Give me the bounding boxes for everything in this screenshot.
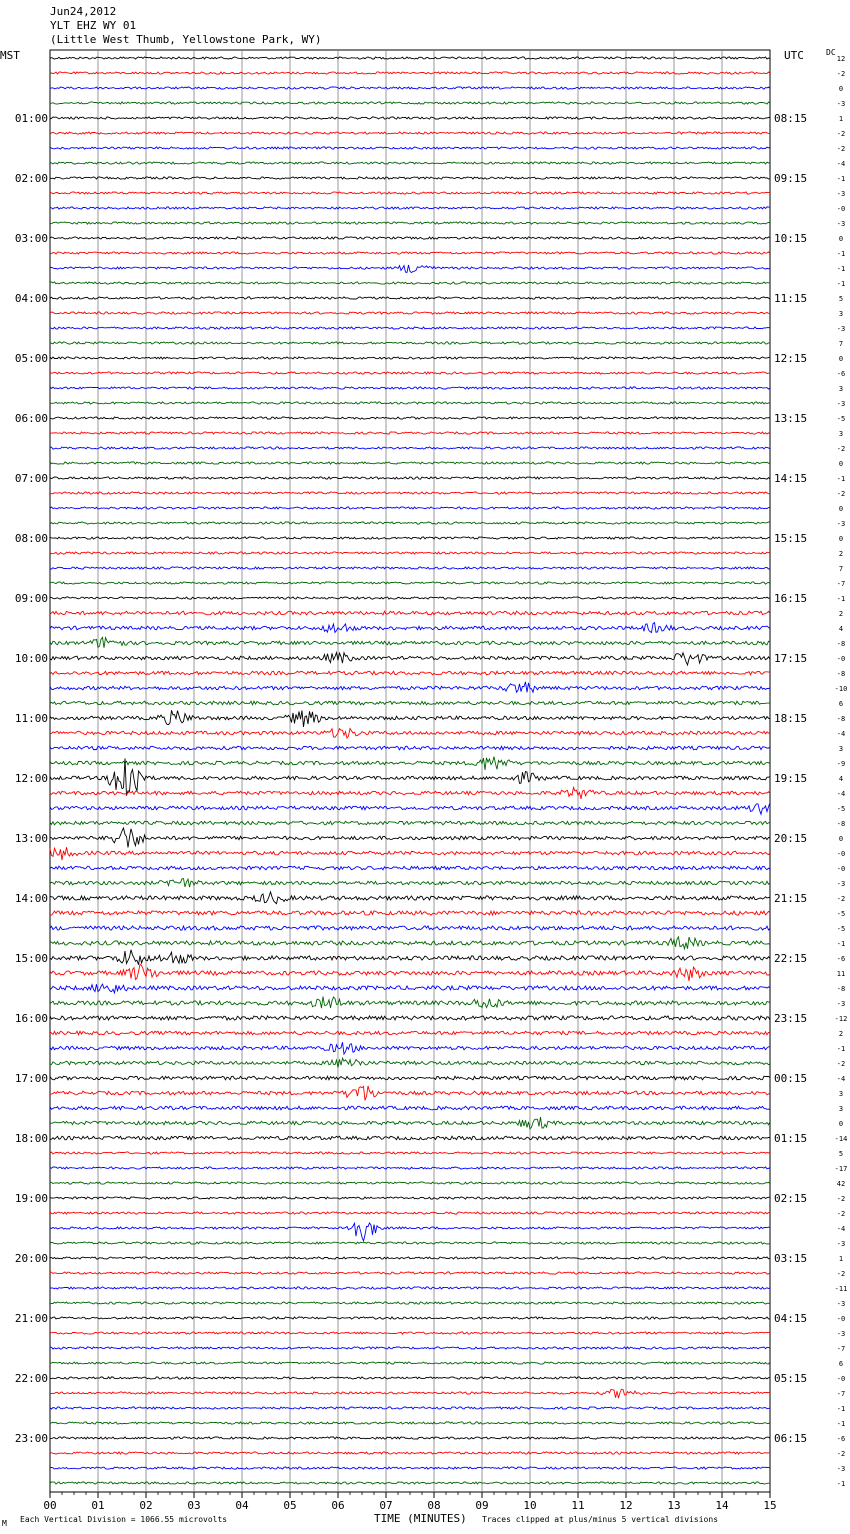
utc-hour-label: 10:15 xyxy=(774,232,808,245)
dc-offset-label: -5 xyxy=(836,910,846,918)
mst-label: MST xyxy=(0,49,20,62)
utc-hour-label: 15:15 xyxy=(774,532,808,545)
dc-offset-label: 1 xyxy=(838,1255,844,1263)
utc-hour-label: 11:15 xyxy=(774,292,808,305)
mst-hour-label: 13:00 xyxy=(14,832,48,845)
corner-mark: M xyxy=(2,1519,7,1528)
trace-row xyxy=(50,701,770,705)
dc-label: DC xyxy=(826,48,836,57)
dc-offset-label: 42 xyxy=(836,1180,846,1188)
x-tick-label: 09 xyxy=(475,1499,489,1512)
trace-row xyxy=(50,847,770,860)
dc-offset-label: -2 xyxy=(836,445,846,453)
dc-offset-label: -3 xyxy=(836,100,846,108)
trace-row xyxy=(50,1317,770,1319)
trace-row xyxy=(50,297,770,299)
trace-row xyxy=(50,682,770,693)
plot-frame xyxy=(50,50,770,1492)
trace-row xyxy=(50,879,770,888)
trace-row xyxy=(50,265,770,273)
traces xyxy=(50,57,770,1484)
x-tick-label: 02 xyxy=(139,1499,153,1512)
trace-row xyxy=(50,611,770,615)
x-tick-label: 11 xyxy=(571,1499,585,1512)
dc-offset-label: 2 xyxy=(838,550,844,558)
trace-row xyxy=(50,1302,770,1304)
trace-row xyxy=(50,567,770,569)
dc-offset-label: -9 xyxy=(836,760,846,768)
dc-offset-label: -2 xyxy=(836,1450,846,1458)
trace-row xyxy=(50,102,770,104)
dc-offset-label: 0 xyxy=(838,835,844,843)
dc-offset-label: -0 xyxy=(836,205,846,213)
dc-offset-label: -0 xyxy=(836,850,846,858)
utc-hour-label: 04:15 xyxy=(774,1312,808,1325)
mst-hour-label: 21:00 xyxy=(14,1312,48,1325)
x-tick-label: 13 xyxy=(667,1499,681,1512)
dc-offset-label: 0 xyxy=(838,1120,844,1128)
trace-row xyxy=(50,710,770,727)
dc-offset-label: -4 xyxy=(836,730,846,738)
trace-row xyxy=(50,447,770,449)
grid xyxy=(50,50,770,1492)
trace-row xyxy=(50,937,770,949)
trace-row xyxy=(50,222,770,224)
utc-hour-label: 23:15 xyxy=(774,1012,808,1025)
dc-offset-label: -0 xyxy=(836,865,846,873)
trace-row xyxy=(50,57,770,59)
dc-offset-label: -3 xyxy=(836,220,846,228)
dc-offset-label: 7 xyxy=(838,340,844,348)
trace-row xyxy=(50,192,770,194)
x-axis-label: TIME (MINUTES) xyxy=(374,1512,467,1525)
dc-offset-label: -4 xyxy=(836,790,846,798)
utc-hour-label: 21:15 xyxy=(774,892,808,905)
dc-offset-label: 4 xyxy=(838,625,844,633)
mst-hour-label: 19:00 xyxy=(14,1192,48,1205)
trace-row xyxy=(50,1437,770,1439)
trace-row xyxy=(50,357,770,359)
trace-row xyxy=(50,1182,770,1184)
trace-row xyxy=(50,1031,770,1035)
trace-row xyxy=(50,462,770,464)
mst-hour-label: 07:00 xyxy=(14,472,48,485)
trace-row xyxy=(50,1242,770,1244)
trace-row xyxy=(50,207,770,209)
x-tick-label: 14 xyxy=(715,1499,729,1512)
mst-hour-label: 20:00 xyxy=(14,1252,48,1265)
dc-offset-label: -3 xyxy=(836,880,846,888)
trace-row xyxy=(50,729,770,739)
trace-row xyxy=(50,597,770,599)
trace-row xyxy=(50,1106,770,1110)
trace-row xyxy=(50,997,770,1009)
dc-offset-label: 3 xyxy=(838,385,844,393)
trace-row xyxy=(50,417,770,419)
dc-offset-label: 5 xyxy=(838,1150,844,1158)
dc-offset-label: -10 xyxy=(834,685,848,693)
dc-offset-label: -2 xyxy=(836,490,846,498)
trace-row xyxy=(50,1257,770,1259)
mst-hour-label: 14:00 xyxy=(14,892,48,905)
dc-offset-label: -2 xyxy=(836,70,846,78)
trace-row xyxy=(50,312,770,314)
utc-hour-label: 18:15 xyxy=(774,712,808,725)
dc-offset-label: 7 xyxy=(838,565,844,573)
mst-hour-label: 18:00 xyxy=(14,1132,48,1145)
mst-hour-label: 06:00 xyxy=(14,412,48,425)
dc-offset-label: 11 xyxy=(836,970,846,978)
dc-offset-label: 0 xyxy=(838,355,844,363)
dc-offset-label: -11 xyxy=(834,1285,848,1293)
dc-offset-label: -2 xyxy=(836,1195,846,1203)
trace-row xyxy=(50,1016,770,1020)
trace-row xyxy=(50,1389,770,1398)
dc-offset-label: -0 xyxy=(836,1375,846,1383)
dc-offset-label: -3 xyxy=(836,1330,846,1338)
x-tick-label: 06 xyxy=(331,1499,345,1512)
dc-offset-label: -6 xyxy=(836,955,846,963)
dc-offset-label: 0 xyxy=(838,460,844,468)
trace-row xyxy=(50,653,770,666)
trace-row xyxy=(50,787,770,799)
chart-location: (Little West Thumb, Yellowstone Park, WY) xyxy=(50,33,322,46)
trace-row xyxy=(50,926,770,930)
x-tick-label: 00 xyxy=(43,1499,57,1512)
dc-offset-label: -2 xyxy=(836,130,846,138)
dc-offset-label: 6 xyxy=(838,700,844,708)
trace-row xyxy=(50,342,770,344)
trace-row xyxy=(50,177,770,179)
trace-row xyxy=(50,757,770,770)
mst-hour-label: 12:00 xyxy=(14,772,48,785)
dc-offset-label: -8 xyxy=(836,985,846,993)
trace-row xyxy=(50,1086,770,1100)
dc-offset-label: -0 xyxy=(836,655,846,663)
trace-row xyxy=(50,237,770,239)
utc-hour-label: 03:15 xyxy=(774,1252,808,1265)
trace-row xyxy=(50,1422,770,1424)
trace-row xyxy=(50,1377,770,1379)
trace-row xyxy=(50,552,770,554)
chart-date: Jun24,2012 xyxy=(50,5,117,18)
trace-row xyxy=(50,117,770,119)
trace-row xyxy=(50,950,770,965)
dc-offset-label: 3 xyxy=(838,745,844,753)
utc-hour-label: 19:15 xyxy=(774,772,808,785)
mst-hour-label: 04:00 xyxy=(14,292,48,305)
mst-hour-label: 15:00 xyxy=(14,952,48,965)
dc-offset-label: -8 xyxy=(836,670,846,678)
dc-offset-label: -5 xyxy=(836,925,846,933)
dc-offset-label: -3 xyxy=(836,325,846,333)
trace-row xyxy=(50,402,770,404)
dc-offset-label: -3 xyxy=(836,520,846,528)
trace-row xyxy=(50,1332,770,1334)
dc-offset-label: 5 xyxy=(838,295,844,303)
dc-offset-label: 12 xyxy=(836,55,846,63)
chart-station: YLT EHZ WY 01 xyxy=(50,19,137,32)
clip-note: Traces clipped at plus/minus 5 vertical divisions xyxy=(482,1515,719,1524)
dc-offset-label: -1 xyxy=(836,595,846,603)
trace-row xyxy=(50,671,770,675)
trace-row xyxy=(50,1117,770,1129)
trace-row xyxy=(50,162,770,164)
trace-row xyxy=(50,477,770,479)
dc-offset-label: -8 xyxy=(836,715,846,723)
dc-offset-label: -1 xyxy=(836,1405,846,1413)
dc-offset-label: -3 xyxy=(836,1240,846,1248)
utc-hour-label: 20:15 xyxy=(774,832,808,845)
dc-offset-label: -6 xyxy=(836,1435,846,1443)
trace-row xyxy=(50,252,770,254)
dc-offset-label: -12 xyxy=(834,1015,848,1023)
dc-offset-label: 3 xyxy=(838,1105,844,1113)
trace-row xyxy=(50,1407,770,1409)
mst-hour-label: 16:00 xyxy=(14,1012,48,1025)
dc-offset-label: 2 xyxy=(838,1030,844,1038)
trace-row xyxy=(50,892,770,904)
trace-row xyxy=(50,821,770,825)
trace-row xyxy=(50,1362,770,1364)
trace-row xyxy=(50,803,770,815)
utc-hour-label: 16:15 xyxy=(774,592,808,605)
dc-offset-label: -17 xyxy=(834,1165,848,1173)
dc-offset-label: -3 xyxy=(836,1000,846,1008)
dc-offset-label: -1 xyxy=(836,1420,846,1428)
utc-hour-label: 05:15 xyxy=(774,1372,808,1385)
dc-offset-label: -8 xyxy=(836,820,846,828)
utc-hour-label: 12:15 xyxy=(774,352,808,365)
dc-offset-label: 0 xyxy=(838,535,844,543)
trace-row xyxy=(50,522,770,524)
trace-row xyxy=(50,1223,770,1241)
trace-row xyxy=(50,387,770,389)
trace-row xyxy=(50,1058,770,1068)
trace-row xyxy=(50,911,770,915)
x-tick-label: 15 xyxy=(763,1499,777,1512)
dc-offset-label: -3 xyxy=(836,400,846,408)
mst-hour-label: 05:00 xyxy=(14,352,48,365)
utc-hour-label: 01:15 xyxy=(774,1132,808,1145)
trace-row xyxy=(50,623,770,633)
x-tick-label: 03 xyxy=(187,1499,201,1512)
mst-hour-label: 03:00 xyxy=(14,232,48,245)
mst-hour-label: 02:00 xyxy=(14,172,48,185)
trace-row xyxy=(50,1167,770,1169)
trace-row xyxy=(50,984,770,993)
utc-hour-label: 14:15 xyxy=(774,472,808,485)
trace-row xyxy=(50,492,770,494)
mst-hour-label: 17:00 xyxy=(14,1072,48,1085)
trace-row xyxy=(50,1152,770,1154)
trace-row xyxy=(50,828,770,847)
dc-offset-label: -2 xyxy=(836,145,846,153)
trace-row xyxy=(50,1212,770,1214)
dc-offset-label: -1 xyxy=(836,1045,846,1053)
trace-row xyxy=(50,1452,770,1454)
mst-hour-label: 01:00 xyxy=(14,112,48,125)
dc-offset-label: 3 xyxy=(838,430,844,438)
dc-offset-label: -0 xyxy=(836,1315,846,1323)
dc-offset-label: 4 xyxy=(838,775,844,783)
dc-offset-label: -2 xyxy=(836,1270,846,1278)
dc-offset-label: -3 xyxy=(836,1465,846,1473)
dc-offset-label: 3 xyxy=(838,310,844,318)
dc-offset-label: -1 xyxy=(836,940,846,948)
dc-offset-label: -3 xyxy=(836,1300,846,1308)
dc-offset-label: -2 xyxy=(836,1210,846,1218)
dc-offset-label: 0 xyxy=(838,505,844,513)
x-tick-label: 08 xyxy=(427,1499,441,1512)
dc-offset-label: -4 xyxy=(836,160,846,168)
dc-offset-label: -14 xyxy=(834,1135,848,1143)
dc-offset-label: -2 xyxy=(836,895,846,903)
utc-hour-label: 02:15 xyxy=(774,1192,808,1205)
trace-row xyxy=(50,1042,770,1054)
trace-row xyxy=(50,537,770,539)
utc-hour-label: 08:15 xyxy=(774,112,808,125)
dc-offset-label: 0 xyxy=(838,85,844,93)
x-axis xyxy=(43,1492,776,1512)
dc-offset-label: -1 xyxy=(836,250,846,258)
utc-hour-label: 22:15 xyxy=(774,952,808,965)
dc-offset-label: -1 xyxy=(836,175,846,183)
trace-row xyxy=(50,507,770,509)
mst-hour-label: 10:00 xyxy=(14,652,48,665)
trace-row xyxy=(50,432,770,434)
dc-offset-label: 2 xyxy=(838,610,844,618)
trace-row xyxy=(50,1076,770,1080)
trace-row xyxy=(50,746,770,750)
trace-row xyxy=(50,1482,770,1484)
x-tick-label: 01 xyxy=(91,1499,105,1512)
utc-hour-label: 13:15 xyxy=(774,412,808,425)
dc-offset-label: -2 xyxy=(836,1060,846,1068)
dc-offset-label: -3 xyxy=(836,190,846,198)
dc-offset-label: -7 xyxy=(836,1345,846,1353)
x-tick-label: 10 xyxy=(523,1499,537,1512)
trace-row xyxy=(50,582,770,584)
mst-hour-label: 22:00 xyxy=(14,1372,48,1385)
dc-offset-label: -1 xyxy=(836,1480,846,1488)
trace-row xyxy=(50,638,770,648)
dc-offset-label: 3 xyxy=(838,1090,844,1098)
trace-row xyxy=(50,87,770,89)
utc-label: UTC xyxy=(784,49,804,62)
trace-row xyxy=(50,866,770,870)
x-tick-label: 07 xyxy=(379,1499,393,1512)
dc-offset-label: -7 xyxy=(836,580,846,588)
x-tick-label: 04 xyxy=(235,1499,249,1512)
dc-offset-label: -1 xyxy=(836,265,846,273)
dc-offset-label: -5 xyxy=(836,805,846,813)
utc-hour-label: 00:15 xyxy=(774,1072,808,1085)
trace-row xyxy=(50,1136,770,1140)
utc-hour-label: 17:15 xyxy=(774,652,808,665)
dc-offset-label: -7 xyxy=(836,1390,846,1398)
trace-row xyxy=(50,372,770,374)
trace-row xyxy=(50,758,770,795)
dc-offset-label: -4 xyxy=(836,1225,846,1233)
mst-hour-label: 08:00 xyxy=(14,532,48,545)
trace-row xyxy=(50,1272,770,1274)
dc-offset-label: -4 xyxy=(836,1075,846,1083)
trace-row xyxy=(50,327,770,329)
trace-row xyxy=(50,147,770,149)
trace-row xyxy=(50,132,770,134)
trace-row xyxy=(50,1287,770,1289)
x-tick-label: 12 xyxy=(619,1499,633,1512)
utc-hour-label: 06:15 xyxy=(774,1432,808,1445)
trace-row xyxy=(50,1347,770,1349)
dc-offset-label: -5 xyxy=(836,415,846,423)
trace-row xyxy=(50,72,770,74)
dc-offset-label: 1 xyxy=(838,115,844,123)
dc-offset-label: -8 xyxy=(836,640,846,648)
trace-row xyxy=(50,282,770,284)
x-tick-label: 05 xyxy=(283,1499,297,1512)
dc-offset-label: 6 xyxy=(838,1360,844,1368)
dc-offset-label: -1 xyxy=(836,280,846,288)
scale-note: Each Vertical Division = 1066.55 microvolts xyxy=(20,1515,228,1524)
mst-hour-label: 11:00 xyxy=(14,712,48,725)
dc-offset-label: -1 xyxy=(836,475,846,483)
trace-row xyxy=(50,964,770,981)
dc-offset-label: -6 xyxy=(836,370,846,378)
mst-hour-label: 09:00 xyxy=(14,592,48,605)
trace-row xyxy=(50,1467,770,1469)
trace-row xyxy=(50,1197,770,1199)
dc-offset-label: 0 xyxy=(838,235,844,243)
utc-hour-label: 09:15 xyxy=(774,172,808,185)
mst-hour-label: 23:00 xyxy=(14,1432,48,1445)
